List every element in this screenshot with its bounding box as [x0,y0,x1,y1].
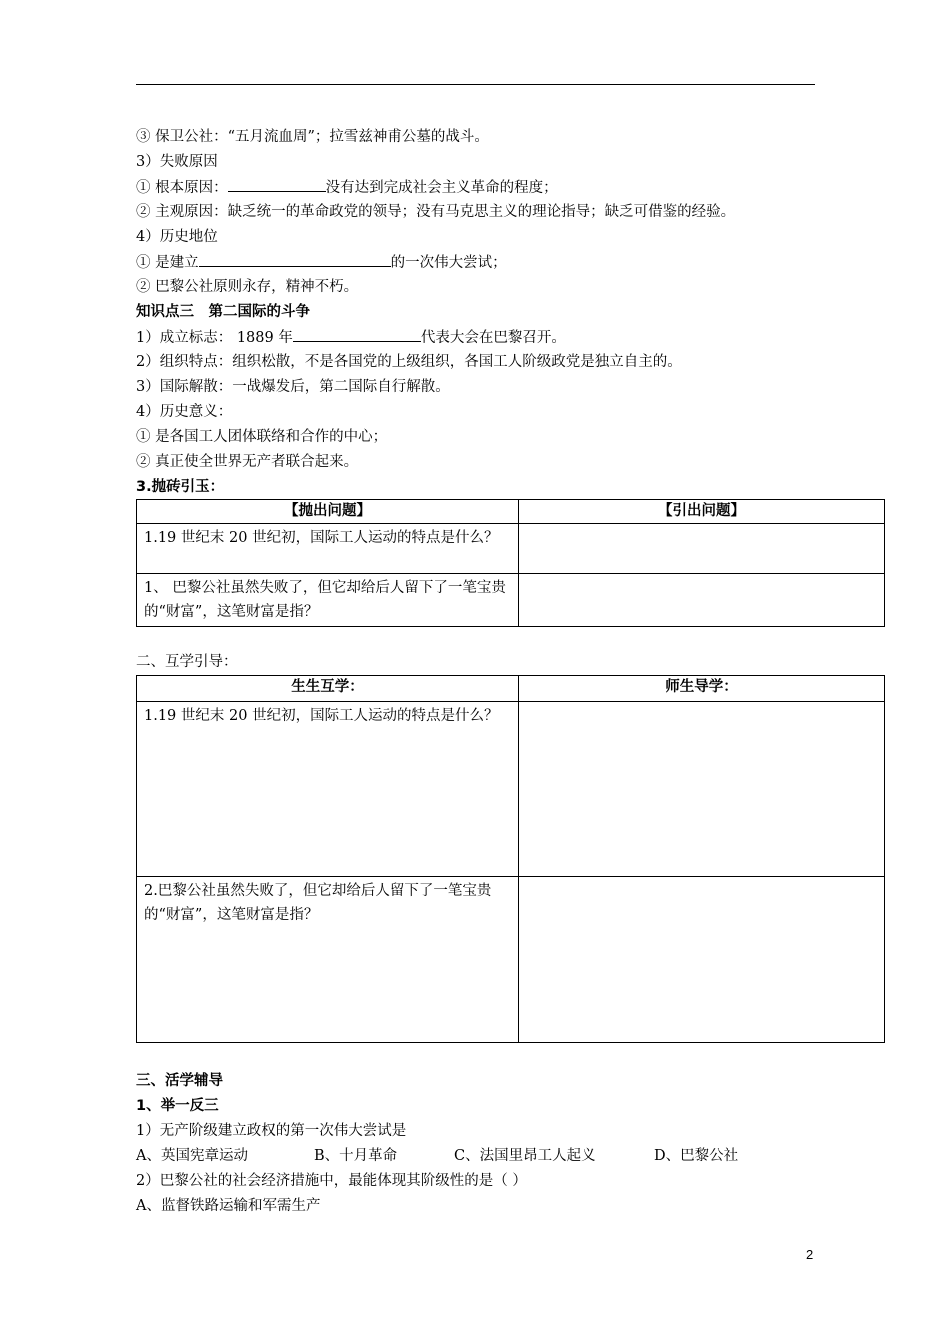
text-segment: 代表大会在巴黎召开。 [420,330,566,346]
table-cell[interactable] [519,524,885,574]
option-b: B、十月革命 [314,1148,398,1164]
question-table-1 [136,499,885,627]
text-line: ② 真正使全世界无产者联合起来。 [136,454,359,470]
text-line: 4）历史地位 [136,229,218,245]
table-cell[interactable] [519,574,885,627]
table-cell[interactable] [519,702,885,877]
fail-root-cause [136,176,558,198]
founding-line [136,326,566,348]
table-cell: 1.19 世纪末 20 世纪初，国际工人运动的特点是什么？ [137,702,519,877]
table-header: 生生互学： [137,676,519,702]
option-a: A、英国宪章运动 [136,1148,248,1164]
table-cell: 2.巴黎公社虽然失败了，但它却给后人留下了一笔宝贵的“财富”，这笔财富是指？ [137,877,519,1043]
history-position-1 [136,251,507,273]
question-1-options [136,1145,816,1167]
text-line: ② 巴黎公社原则永存，精神不朽。 [136,279,359,295]
section-title: 二、互学引导： [136,654,238,670]
question-1: 1）无产阶级建立政权的第一次伟大尝试是 [136,1123,407,1139]
text-segment: ① 是建立 [136,255,199,271]
fill-blank [293,326,421,342]
question-table-2 [136,675,885,1043]
section-title: 知识点三 第二国际的斗争 [136,304,310,320]
text-line: 3）失败原因 [136,154,218,170]
section-title: 三、活学辅导 [136,1073,223,1089]
question-2-option-a: A、监督铁路运输和军需生产 [136,1198,321,1214]
text-segment: 1）成立标志： 1889 年 [136,330,293,346]
header-rule [136,84,815,85]
table-header: 【抛出问题】 [137,500,519,524]
text-line: ① 是各国工人团体联络和合作的中心； [136,429,388,445]
subsection-title: 1、举一反三 [136,1098,219,1114]
fill-blank [228,176,326,192]
text-line: ③ 保卫公社：“五月流血周”；拉雪兹神甫公墓的战斗。 [136,129,489,145]
text-line: 3）国际解散：一战爆发后，第二国际自行解散。 [136,379,450,395]
text-line: 4）历史意义： [136,404,233,420]
text-segment: 的一次伟大尝试； [390,255,507,271]
text-segment: 没有达到完成社会主义革命的程度； [325,180,558,196]
table-cell: 1、 巴黎公社虽然失败了，但它却给后人留下了一笔宝贵的“财富”，这笔财富是指？ [137,574,519,627]
option-c: C、法国里昂工人起义 [454,1148,596,1164]
table-header: 师生导学： [519,676,885,702]
page-number: 2 [806,1247,814,1262]
table-cell[interactable] [519,877,885,1043]
section-title: 3.抛砖引玉： [136,479,225,495]
text-segment: ① 根本原因： [136,180,228,196]
table-header: 【引出问题】 [519,500,885,524]
question-2: 2）巴黎公社的社会经济措施中，最能体现其阶级性的是（ ） [136,1173,527,1189]
text-line: ② 主观原因：缺乏统一的革命政党的领导；没有马克思主义的理论指导；缺乏可借鉴的经验。 [136,204,736,220]
option-d: D、巴黎公社 [654,1148,739,1164]
table-cell: 1.19 世纪末 20 世纪初，国际工人运动的特点是什么？ [137,524,519,574]
text-line: 2）组织特点：组织松散，不是各国党的上级组织，各国工人阶级政党是独立自主的。 [136,354,682,370]
fill-blank [199,251,391,267]
